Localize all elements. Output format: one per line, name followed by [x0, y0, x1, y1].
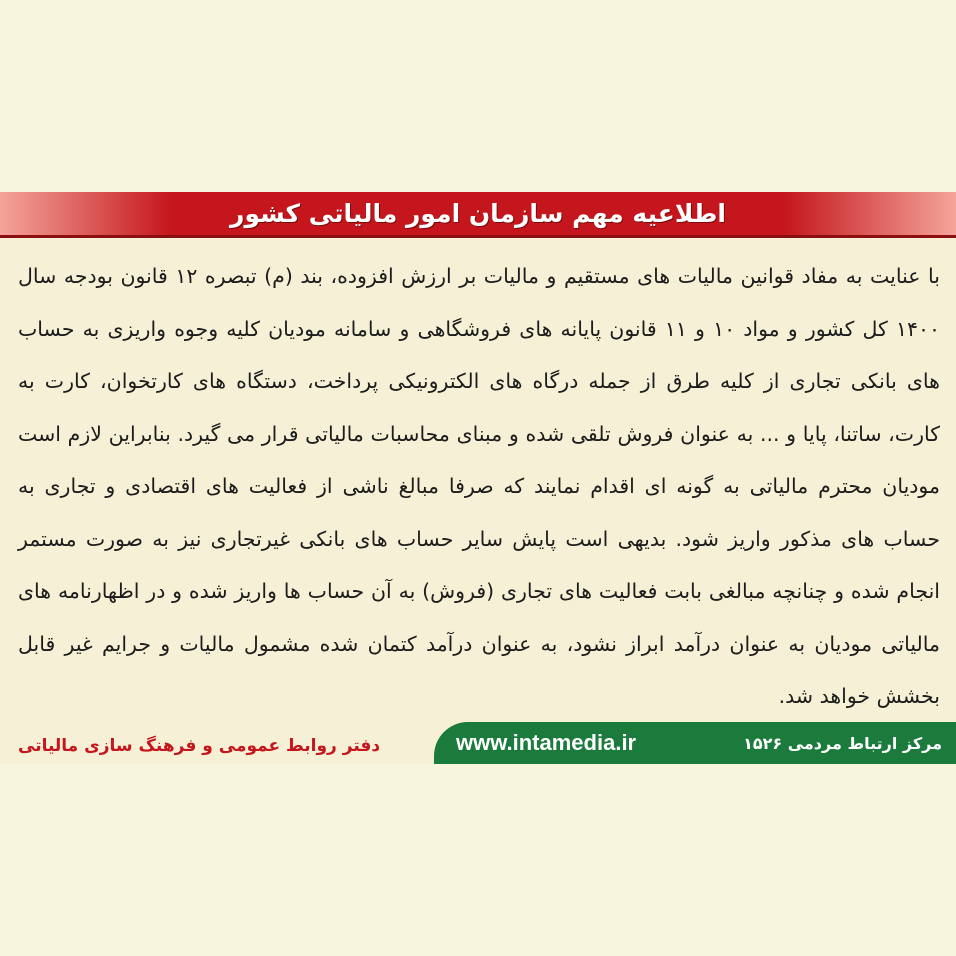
website-link[interactable]: www.intamedia.ir: [456, 730, 637, 755]
notice-header-band: [0, 192, 956, 238]
notice-title: اطلاعیه مهم سازمان امور مالیاتی کشور: [230, 199, 726, 228]
notice-body-text: با عنایت به مفاد قوانین مالیات های مستقیم و مالیات بر ارزش افزوده، بند (م) تبصره ۱۲ قانون بودجه سال ۱۴۰۰ کل کشور و مواد ۱۰ و ۱۱ قانون پایانه های فروشگاهی و سامانه مودیان کلیه وجوه واریزی به حساب های بانکی تجاری از کلیه طرق از جمله درگاه های الکترونیکی پرداخت، دستگاه های کارتخوان، کارت به کارت، ساتنا، پایا و ... به عنوان فروش تلقی شده و مبنای محاسبات مالیاتی قرار می گیرد. بنابراین لازم است مودیان محترم مالیاتی به گونه ای اقدام نمایند که صرفا مبالغ ناشی از فعالیت های اقتصادی و تجاری به حساب های مذکور واریز شود. بدیهی است پایش سایر حساب های بانکی غیرتجاری نیز به صورت مستمر انجام شده و چنانچه مبالغی بابت فعالیت های تجاری (فروش) به آن حساب ها واریز شده و در اظهارنامه های مالیاتی مودیان به عنوان درآمد ابراز نشود، به عنوان درآمد کتمان شده مشمول مالیات و جرایم غیر قابل بخشش خواهد شد.: [18, 264, 941, 708]
footer-department: دفتر روابط عمومی و فرهنگ سازی مالیاتی: [18, 736, 381, 756]
footer-green-band: [434, 722, 956, 764]
contact-center-label: مرکز ارتباط مردمی ۱۵۲۶: [743, 733, 942, 753]
tax-notice-card: [0, 192, 956, 764]
